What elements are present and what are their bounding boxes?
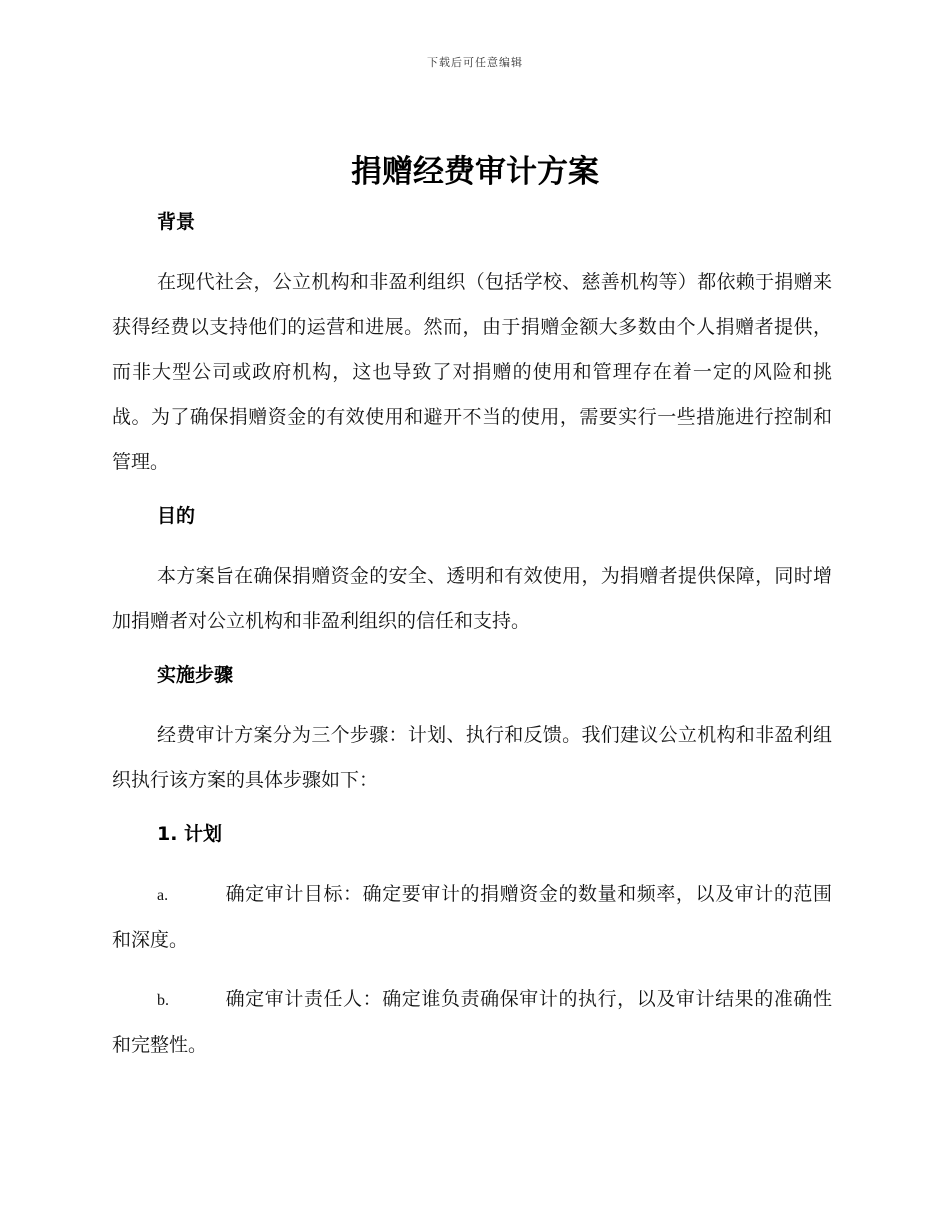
plan-item-a-text: 确定审计目标：确定要审计的捐赠资金的数量和频率，以及审计的范围和深度。 [112,883,832,951]
purpose-paragraph: 本方案旨在确保捐赠资金的安全、透明和有效使用，为捐赠者提供保障，同时增加捐赠者对公立机构和非盈利组织的信任和支持。 [112,565,832,632]
section-heading-plan: 1. 计划 [157,823,223,845]
plan-item-a [112,872,832,963]
plan-item-b [112,977,832,1068]
page-header-note: 下载后可任意编辑 [427,56,523,69]
list-marker-b: b. [157,992,169,1009]
background-paragraph: 在现代社会，公立机构和非盈利组织（包括学校、慈善机构等）都依赖于捐赠来获得经费以支持他们的运营和进展。然而，由于捐赠金额大多数由个人捐赠者提供，而非大型公司或政府机构，这也导致了对捐赠的使用和管理存在着一定的风险和挑战。为了确保捐赠资金的有效使用和避开不当的使用，需要实行一些措施进行控制和管理。 [112,271,832,473]
plan-item-b-text: 确定审计责任人：确定谁负责确保审计的执行，以及审计结果的准确性和完整性。 [112,988,832,1056]
section-heading-background: 背景 [157,211,196,233]
document-body [112,204,832,1068]
section-heading-steps: 实施步骤 [157,664,234,686]
list-marker-a: a. [157,887,169,904]
section-heading-purpose: 目的 [157,505,196,527]
document-title: 捐赠经费审计方案 [351,154,599,190]
steps-paragraph: 经费审计方案分为三个步骤：计划、执行和反馈。我们建议公立机构和非盈利组织执行该方案的具体步骤如下： [112,724,832,791]
